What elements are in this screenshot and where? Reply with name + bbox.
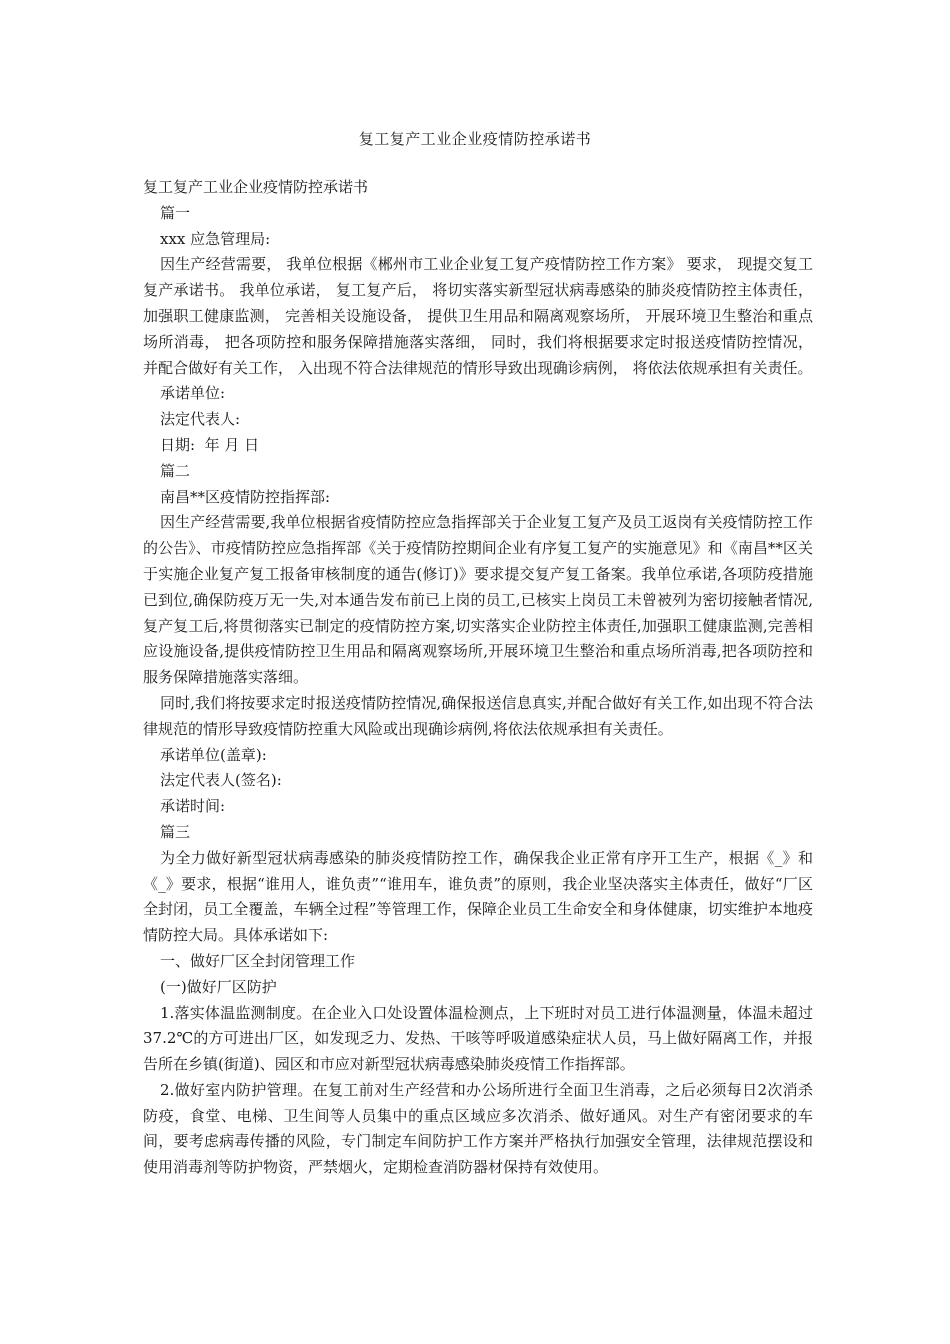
part3-intro: 为全力做好新型冠状病毒感染的肺炎疫情防控工作，确保我企业正常有序开工生产，根据《_》和《_》要求，根据“谁用人，谁负责”“谁用车，谁负责”的原则，我企业坚决落实主体责任，做好“厂区全封闭，员工全覆盖，车辆全过程”等管理工作，保障企业员工生命安全和身体健康，切实维护本地疫情防控大局。具体承诺如下: <box>143 848 813 945</box>
document-body <box>143 175 813 1181</box>
part3-item-2: 2.做好室内防护管理。在复工前对生产经营和办公场所进行全面卫生消毒，之后必须每日2次消杀防疫，食堂、电梯、卫生间等人员集中的重点区域应多次消杀、做好通风。对生产有密闭要求的车间，要考虑病毒传播的风险，专门制定车间防护工作方案并严格执行加强安全管理，法律规范摆设和使用消毒剂等防护物资，严禁烟火，定期检查消防器材保持有效使用。 <box>143 1080 813 1177</box>
part1-addressee: xxx 应急管理局: <box>160 229 271 248</box>
part2-unit: 承诺单位(盖章): <box>160 745 267 764</box>
part2-heading: 篇二 <box>160 461 191 480</box>
part1-unit: 承诺单位: <box>160 384 226 403</box>
part2-addressee: 南昌**区疫情防控指挥部: <box>160 487 331 506</box>
part3-section-1: 一、做好厂区全封闭管理工作 <box>160 951 356 970</box>
part3-item-1: 1.落实体温监测制度。在企业入口处设置体温检测点，上下班时对员工进行体温测量，体温未超过37.2℃的方可进出厂区，如发现乏力、发热、干咳等呼吸道感染症状人员，马上做好隔离工作，并报告所在乡镇(街道)、园区和市应对新型冠状病毒感染肺炎疫情工作指挥部。 <box>143 1003 813 1074</box>
part3-subsection-1: (一)做好厂区防护 <box>160 977 277 996</box>
document-subtitle: 复工复产工业企业疫情防控承诺书 <box>143 178 369 196</box>
part2-body-2: 同时,我们将按要求定时报送疫情防控情况,确保报送信息真实,并配合做好有关工作,如出现不符合法律规范的情形导致疫情防控重大风险或出现确诊病例,将依法依规承担有关责任。 <box>143 693 813 738</box>
part1-heading: 篇一 <box>160 203 191 222</box>
part1-body: 因生产经营需要， 我单位根据《郴州市工业企业复工复产疫情防控工作方案》 要求， 现提交复工复产承诺书。 我单位承诺， 复工复产后， 将切实落实新型冠状病毒感染的肺炎疫情防控主体责任， 加强职工健康监测， 完善相关设施设备， 提供卫生用品和隔离观察场所， 开展环境卫生整治和重点场所消毒， 把各项防控和服务保障措施落实落细， 同时，我们将根据要求定时报送疫情防控情况， 并配合做好有关工作， 入出现不符合法律规范的情形导致出现确诊病例， 将依法依规承担有关责任。 <box>143 255 813 377</box>
part1-representative: 法定代表人: <box>160 410 241 429</box>
page-title: 复工复产工业企业疫情防控承诺书 <box>358 130 592 148</box>
part1-date: 日期: 年 月 日 <box>160 435 260 454</box>
part2-body-1: 因生产经营需要,我单位根据省疫情防控应急指挥部关于企业复工复产及员工返岗有关疫情防控工作的公告》、市疫情防控应急指挥部《关于疫情防控期间企业有序复工复产的实施意见》和《南昌**区关于实施企业复产复工报备审核制度的通告(修订)》要求提交复产复工备案。我单位承诺,各项防疫措施已到位,确保防疫万无一失,对本通告发布前已上岗的员工,已核实上岗员工未曾被列为密切接触者情况,复产复工后,将贯彻落实已制定的疫情防控方案,切实落实企业防控主体责任,加强职工健康监测,完善相应设施设备,提供疫情防控卫生用品和隔离观察场所,开展环境卫生整治和重点场所消毒,把各项防控和服务保障措施落实落细。 <box>143 513 813 687</box>
part3-heading: 篇三 <box>160 822 191 841</box>
part2-time: 承诺时间: <box>160 797 226 816</box>
part2-representative: 法定代表人(签名): <box>160 771 282 790</box>
